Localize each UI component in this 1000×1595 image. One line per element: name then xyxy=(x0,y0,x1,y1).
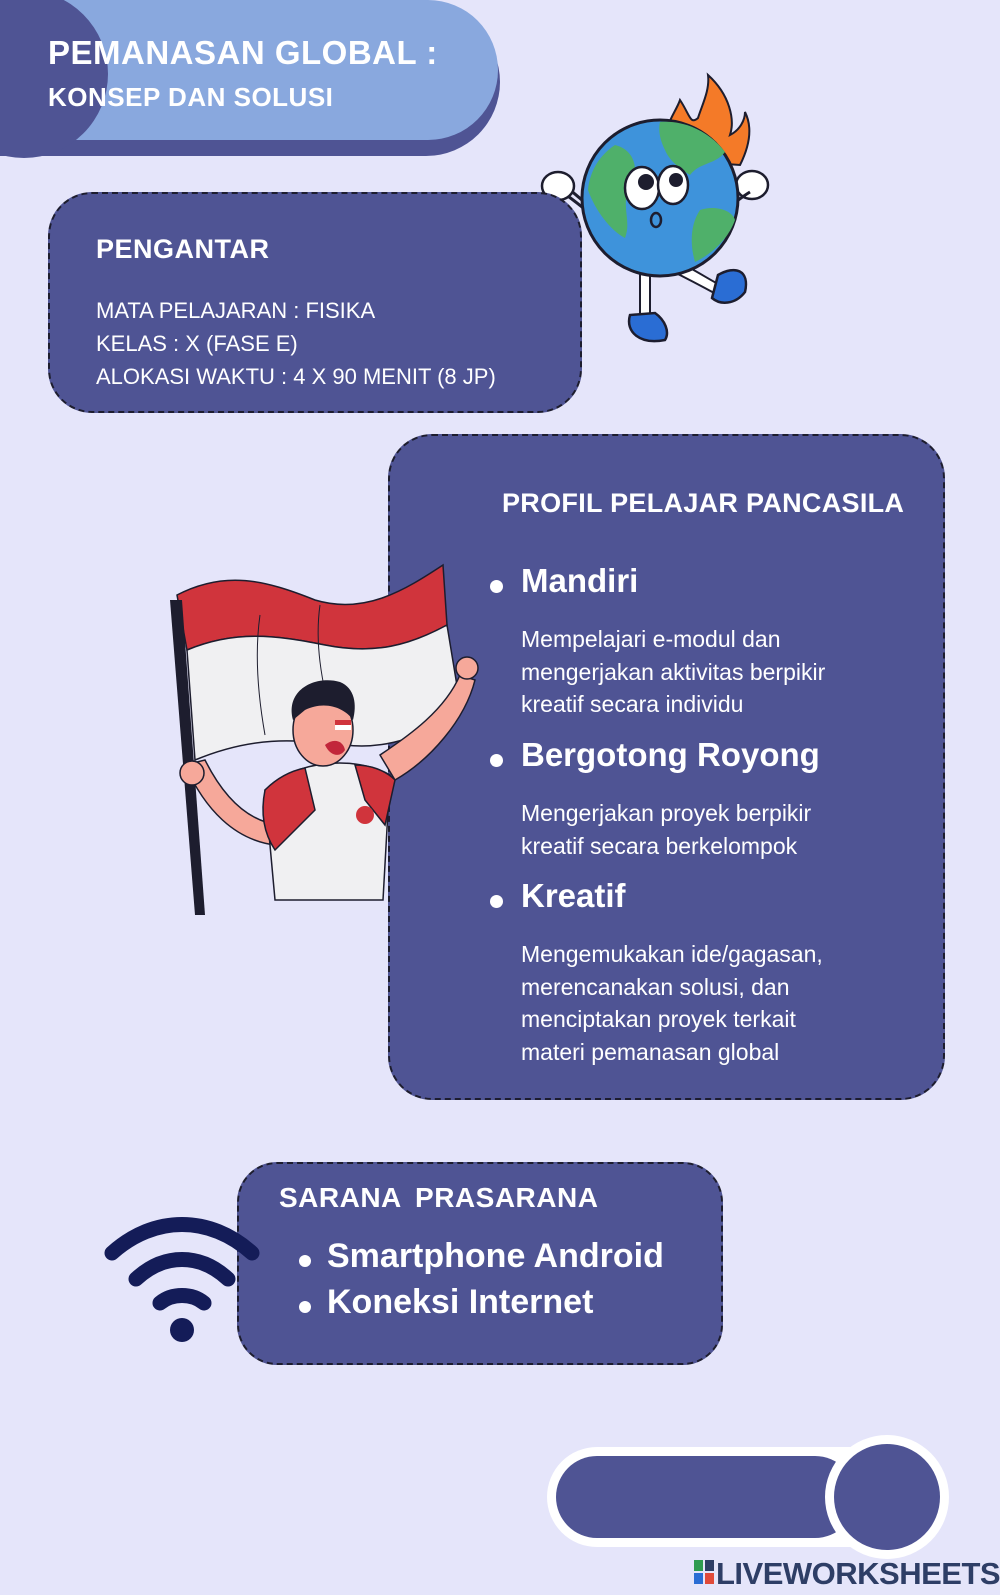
liveworksheets-brand: LIVEWORKSHEETS xyxy=(716,1556,1000,1591)
desc-line: Mempelajari e-modul dan xyxy=(521,626,781,652)
value-desc-gotong-royong xyxy=(521,797,921,862)
desc-line: materi pemanasan global xyxy=(521,1038,780,1065)
flag-bearer-illustration xyxy=(165,560,495,920)
desc-line: Mengemukakan ide/gagasan, xyxy=(521,941,823,967)
page-title: PEMANASAN GLOBAL : xyxy=(48,34,438,71)
value-desc-mandiri xyxy=(521,623,921,721)
wifi-icon xyxy=(104,1215,260,1345)
liveworksheets-logo-icon xyxy=(694,1560,714,1584)
pengantar-heading: PENGANTAR xyxy=(96,234,270,264)
time-allocation-line: ALOKASI WAKTU : 4 X 90 MENIT (8 JP) xyxy=(96,364,496,389)
desc-line: merencanakan solusi, dan xyxy=(521,973,790,1000)
bullet-icon xyxy=(299,1301,311,1313)
sarana-heading: SARANA PRASARANA xyxy=(279,1182,599,1213)
desc-line: mengerjakan aktivitas berpikir xyxy=(521,658,826,685)
value-title-gotong-royong: Bergotong Royong xyxy=(521,736,820,773)
page-subtitle: KONSEP DAN SOLUSI xyxy=(48,82,334,112)
bullet-icon xyxy=(299,1255,311,1267)
value-desc-kreatif xyxy=(521,938,921,1068)
sarana-item-smartphone: Smartphone Android xyxy=(327,1237,664,1275)
desc-line: menciptakan proyek terkait xyxy=(521,1006,796,1032)
sarana-prasarana-card xyxy=(237,1162,723,1365)
class-line: KELAS : X (FASE E) xyxy=(96,331,298,356)
profil-heading: PROFIL PELAJAR PANCASILA xyxy=(502,488,905,518)
pengantar-details xyxy=(96,294,496,393)
value-title-kreatif: Kreatif xyxy=(521,877,626,914)
decorative-pill xyxy=(556,1456,856,1538)
desc-line: kreatif secara berkelompok xyxy=(521,832,798,859)
decorative-knob xyxy=(834,1444,940,1550)
value-title-mandiri: Mandiri xyxy=(521,562,639,599)
desc-line: kreatif secara individu xyxy=(521,691,744,717)
pengantar-card xyxy=(48,192,582,413)
desc-line: Mengerjakan proyek berpikir xyxy=(521,800,812,826)
subject-line: MATA PELAJARAN : FISIKA xyxy=(96,298,376,323)
sarana-item-internet: Koneksi Internet xyxy=(327,1283,594,1321)
